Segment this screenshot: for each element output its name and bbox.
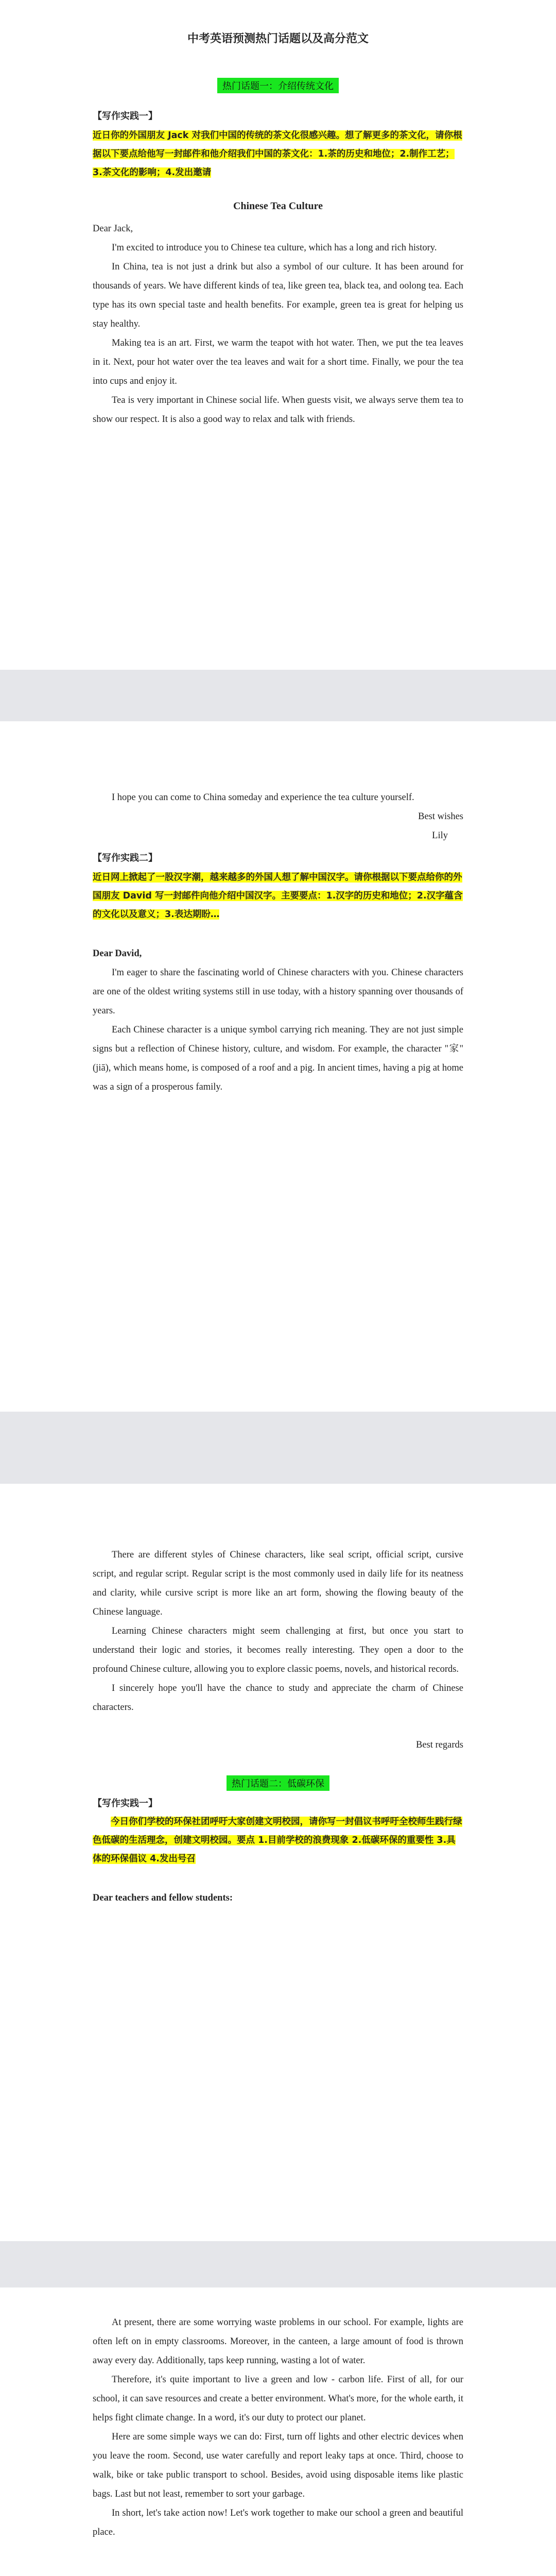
document-page-2 [0, 721, 556, 1412]
document-page-1 [0, 0, 556, 670]
closing: Best regards [416, 1740, 463, 1750]
writing-prompt: 近日你的外国朋友 Jack 对我们中国的传统的茶文化很感兴趣。想了解更多的茶文化，请你根据以下要点给他写一封邮件和他介绍我们中国的茶文化：1.茶的历史和地位；2.制作工艺；3.茶文化的影响；4.发出邀请 [93, 130, 462, 178]
salutation: Dear teachers and fellow students: [93, 1893, 233, 1903]
essay-paragraph: There are different styles of Chinese characters, like seal script, official script, cursive script, and regular script. Regular script is the most commonly used in daily life for its neatness and clarity, while cursive script is more like an art form, showing the flowing beauty of the Chinese language. [93, 1550, 463, 1617]
essay-paragraph: Here are some simple ways we can do: First, turn off lights and other electric devices when you leave the room. Second, use water carefully and report leaky taps at once. Third, choose to walk, bike or take public transport to school. Besides, avoid using disposable items like plastic bags. Last but not least, remember to sort your garbage. [93, 2432, 463, 2499]
closing [93, 2573, 463, 2576]
essay-paragraph: Making tea is an art. First, we warm the teapot with hot water. Then, we put the tea leaves in it. Next, pour hot water over the tea leaves and wait for a short time. Finally, we pour the tea into cups and enjoy it. [93, 338, 463, 386]
essay-paragraph: I'm excited to introduce you to Chinese tea culture, which has a long and rich history. [112, 243, 437, 253]
task-label: 【写作实践二】 [93, 853, 158, 863]
salutation: Dear Jack, [93, 224, 133, 234]
essay-paragraph: I hope you can come to China someday and experience the tea culture yourself. [112, 792, 414, 803]
essay-paragraph: At present, there are some worrying waste problems in our school. For example, lights are often left on in empty classrooms. Moreover, in the canteen, a large amount of food is thrown away every day. Additionally, taps keep running, wasting a lot of water. [93, 2317, 463, 2366]
document-title: 中考英语预测热门话题以及高分范文 [187, 32, 369, 45]
task-label: 【写作实践一】 [93, 1798, 158, 1809]
essay-paragraph: Learning Chinese characters might seem challenging at first, but once you start to understand their logic and stories, it becomes really interesting. They open a door to the profound Chinese culture, allowing you to explore classic poems, novels, and historical records. [93, 1626, 463, 1674]
topic-heading: 热门话题二：低碳环保 [227, 1775, 329, 1791]
essay-paragraph: Therefore, it's quite important to live a green and low - carbon life. First of all, for our school, it can save resources and create a better environment. What's more, for the whole earth, it helps fight climate change. In a word, it's our duty to protect our planet. [93, 2375, 463, 2423]
signature: Lily [432, 831, 448, 841]
task-label: 【写作实践一】 [93, 111, 158, 122]
salutation: Dear David, [93, 948, 142, 959]
essay-paragraph: Tea is very important in Chinese social life. When guests visit, we always serve them tea to show our respect. It is also a good way to relax and talk with friends. [93, 395, 463, 425]
essay-paragraph: In China, tea is not just a drink but also a symbol of our culture. It has been around for thousands of years. We have different kinds of tea, like green tea, black tea, and oolong tea. Each type has its own special taste and health benefits. For example, green tea is great for helping us stay healthy. [93, 262, 463, 329]
essay-paragraph: I sincerely hope you'll have the chance to study and appreciate the charm of Chinese characters. [93, 1683, 463, 1713]
essay-paragraph: In short, let's take action now! Let's work together to make our school a green and beautiful place. [93, 2508, 463, 2537]
writing-prompt: 近日网上掀起了一股汉字潮，越来越多的外国人想了解中国汉字。请你根据以下要点给你的外国朋友 David 写一封邮件向他介绍中国汉字。主要要点：1.汉字的历史和地位；2.汉字蕴含的文化以及意义；3.表达期盼… [93, 872, 463, 920]
essay-paragraph: Each Chinese character is a unique symbol carrying rich meaning. They are not just simple signs but a reflection of Chinese history, culture, and wisdom. For example, the character "家" (jiā), which means home, is composed of a roof and a pig. In ancient times, having a pig at home was a sign of a prosperous family. [93, 1025, 463, 1092]
essay-paragraph: I'm eager to share the fascinating world of Chinese characters with you. Chinese characters are one of the oldest writing systems still in use today, with a history spanning over thousands of years. [93, 968, 463, 1016]
document-page-4 [0, 2287, 556, 2576]
topic-heading: 热门话题一：介绍传统文化 [217, 78, 339, 93]
document-page-3 [0, 1484, 556, 2241]
writing-prompt: 今日你们学校的环保社团呼吁大家创建文明校园，请你写一封倡议书呼吁全校师生践行绿色低碳的生活理念，创建文明校园。要点 1.目前学校的浪费现象 2.低碳环保的重要性 3.具体的环保倡议 4.发出号召 [93, 1817, 462, 1864]
essay-title: Chinese Tea Culture [233, 200, 323, 212]
closing: Best wishes [418, 811, 463, 822]
